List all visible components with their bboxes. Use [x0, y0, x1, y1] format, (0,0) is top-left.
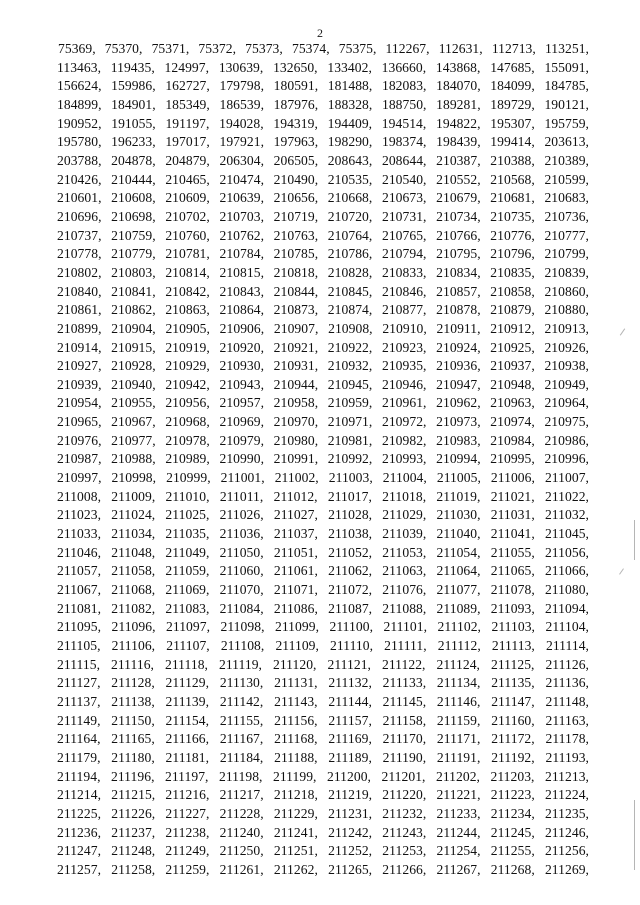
text-line: 211225, 211226, 211227, 211228, 211229, 211231, 211232, 211233, 211234, 211235,	[57, 805, 589, 821]
text-line: 211115, 211116, 211118, 211119, 211120, 211121, 211122, 211124, 211125, 211126,	[57, 656, 589, 672]
text-line: 210778, 210779, 210781, 210784, 210785, 210786, 210794, 210795, 210796, 210799,	[57, 246, 589, 262]
text-line: 211095, 211096, 211097, 211098, 211099, 211100, 211101, 211102, 211103, 211104,	[57, 619, 589, 635]
page-number: 2	[317, 26, 323, 40]
text-line: 211236, 211237, 211238, 211240, 211241, 211242, 211243, 211244, 211245, 211246,	[57, 824, 589, 840]
text-line: 211194, 211196, 211197, 211198, 211199, 211200, 211201, 211202, 211203, 211213,	[57, 768, 589, 784]
text-line: 210601, 210608, 210609, 210639, 210656, 210668, 210673, 210679, 210681, 210683,	[57, 190, 589, 206]
text-line: 210802, 210803, 210814, 210815, 210818, 210828, 210833, 210834, 210835, 210839,	[57, 264, 589, 280]
text-line: 211179, 211180, 211181, 211184, 211188, 211189, 211190, 211191, 211192, 211193,	[57, 749, 589, 765]
text-line: 211105, 211106, 211107, 211108, 211109, 211110, 211111, 211112, 211113, 211114,	[57, 638, 589, 653]
text-line: 195780, 196233, 197017, 197921, 197963, 198290, 198374, 198439, 199414, 203613,	[57, 134, 589, 150]
text-line: 210965, 210967, 210968, 210969, 210970, 210971, 210972, 210973, 210974, 210975,	[57, 414, 589, 430]
text-line: 211127, 211128, 211129, 211130, 211131, 211132, 211133, 211134, 211135, 211136,	[57, 675, 589, 691]
text-line: 211214, 211215, 211216, 211217, 211218, 211219, 211220, 211221, 211223, 211224,	[57, 787, 589, 803]
text-line: 211164, 211165, 211166, 211167, 211168, 211169, 211170, 211171, 211172, 211178,	[57, 731, 589, 747]
text-line: 211149, 211150, 211154, 211155, 211156, 211157, 211158, 211159, 211160, 211163,	[57, 712, 589, 728]
text-line: 210914, 210915, 210919, 210920, 210921, 210922, 210923, 210924, 210925, 210926,	[57, 339, 589, 355]
text-line: 211067, 211068, 211069, 211070, 211071, 211072, 211076, 211077, 211078, 211080,	[57, 582, 589, 598]
text-line: 190952, 191055, 191197, 194028, 194319, 194409, 194514, 194822, 195307, 195759,	[57, 115, 589, 131]
text-line: 156624, 159986, 162727, 179798, 180591, 181488, 182083, 184070, 184099, 184785,	[57, 78, 589, 94]
text-line: 75369, 75370, 75371, 75372, 75373, 75374, 75375, 112267, 112631, 112713, 113251,	[58, 41, 589, 56]
text-line: 210899, 210904, 210905, 210906, 210907, 210908, 210910, 210911, 210912, 210913,	[57, 320, 589, 336]
text-line: 113463, 119435, 124997, 130639, 132650, 133402, 136660, 143868, 147685, 155091,	[57, 59, 589, 75]
text-line: 210939, 210940, 210942, 210943, 210944, 210945, 210946, 210947, 210948, 210949,	[57, 376, 589, 392]
text-line: 210737, 210759, 210760, 210762, 210763, 210764, 210765, 210766, 210776, 210777,	[57, 227, 589, 243]
text-line: 211046, 211048, 211049, 211050, 211051, 211052, 211053, 211054, 211055, 211056,	[57, 544, 589, 560]
text-line: 211257, 211258, 211259, 211261, 211262, 211265, 211266, 211267, 211268, 211269,	[57, 861, 589, 877]
text-line: 210861, 210862, 210863, 210864, 210873, 210874, 210877, 210878, 210879, 210880,	[57, 302, 589, 318]
text-line: 210976, 210977, 210978, 210979, 210980, 210981, 210982, 210983, 210984, 210986,	[57, 432, 589, 448]
text-line: 211008, 211009, 211010, 211011, 211012, 211017, 211018, 211019, 211021, 211022,	[57, 488, 589, 504]
text-line: 210840, 210841, 210842, 210843, 210844, 210845, 210846, 210857, 210858, 210860,	[57, 283, 589, 299]
text-line: 210426, 210444, 210465, 210474, 210490, 210535, 210540, 210552, 210568, 210599,	[57, 171, 589, 187]
scan-artifact	[634, 800, 635, 870]
text-line: 210987, 210988, 210989, 210990, 210991, 210992, 210993, 210994, 210995, 210996,	[57, 451, 589, 467]
text-line: 184899, 184901, 185349, 186539, 187976, 188328, 188750, 189281, 189729, 190121,	[57, 96, 589, 112]
text-line: 211137, 211138, 211139, 211142, 211143, 211144, 211145, 211146, 211147, 211148,	[57, 693, 589, 709]
scan-artifact	[619, 568, 624, 574]
text-line: 211033, 211034, 211035, 211036, 211037, 211038, 211039, 211040, 211041, 211045,	[57, 526, 589, 542]
text-line: 211247, 211248, 211249, 211250, 211251, 211252, 211253, 211254, 211255, 211256,	[57, 843, 589, 859]
number-list	[57, 40, 589, 880]
text-line: 211057, 211058, 211059, 211060, 211061, 211062, 211063, 211064, 211065, 211066,	[57, 563, 589, 579]
text-line: 210696, 210698, 210702, 210703, 210719, 210720, 210731, 210734, 210735, 210736,	[57, 208, 589, 224]
text-line: 210954, 210955, 210956, 210957, 210958, 210959, 210961, 210962, 210963, 210964,	[57, 395, 589, 411]
text-line: 210997, 210998, 210999, 211001, 211002, 211003, 211004, 211005, 211006, 211007,	[57, 470, 589, 486]
text-line: 211081, 211082, 211083, 211084, 211086, 211087, 211088, 211089, 211093, 211094,	[57, 600, 589, 616]
text-line: 203788, 204878, 204879, 206304, 206505, 208643, 208644, 210387, 210388, 210389,	[57, 152, 589, 168]
scan-artifact	[620, 328, 625, 335]
text-line: 211023, 211024, 211025, 211026, 211027, 211028, 211029, 211030, 211031, 211032,	[57, 507, 589, 523]
text-line: 210927, 210928, 210929, 210930, 210931, 210932, 210935, 210936, 210937, 210938,	[57, 358, 589, 374]
scan-artifact	[634, 520, 635, 560]
